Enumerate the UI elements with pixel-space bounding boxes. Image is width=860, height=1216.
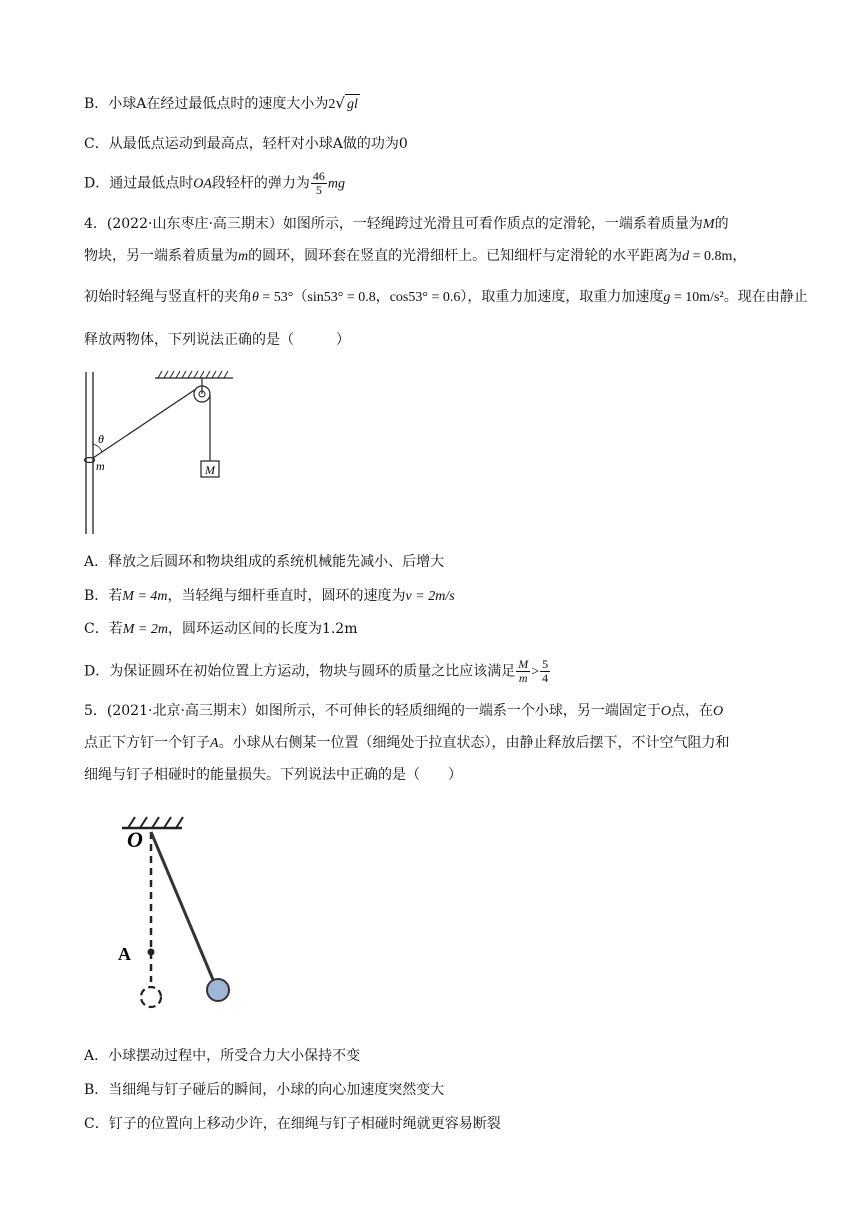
q4-pulley-figure xyxy=(80,362,240,542)
q4-stem-line-4: 释放两物体，下列说法正确的是（ ） xyxy=(84,332,350,348)
q4-stem-line-2: 物块，另一端系着质量为m的圆环，圆环套在竖直的光滑细杆上。已知细杆与定滑轮的水平距离为d = 0.8m， xyxy=(84,248,747,264)
q5-pendulum-figure xyxy=(110,810,250,1015)
q4-option-c: C．若M = 2m，圆环运动区间的长度为1.2m xyxy=(84,621,358,637)
q3-option-c: C．从最低点运动到最高点，轻杆对小球A做的功为0 xyxy=(84,136,408,152)
q3-option-d: D．通过最低点时OA段轻杆的弹力为 $\frac{46}{5}$ mg xyxy=(84,169,346,197)
q4-option-a: A．释放之后圆环和物块组成的系统机械能先减小、后增大 xyxy=(84,554,445,570)
q5-option-a: A．小球摆动过程中，所受合力大小保持不变 xyxy=(84,1048,361,1064)
q3-option-b: B．小球A在经过最低点时的速度大小为2√ gl xyxy=(84,93,360,115)
q4-stem-line-3: 初始时轻绳与竖直杆的夹角θ = 53°（sin53° = 0.8，cos53° = 0.6），取重力加速度，取重力加速度g = 10m/s²。现在由静止 xyxy=(84,289,808,305)
q4-option-b: B．若M = 4m，当轻绳与细杆垂直时，圆环的速度为v = 2m/s xyxy=(84,588,455,604)
fig-label-theta: θ xyxy=(98,432,104,446)
q4-ratio-value: $\frac{5}{4}$ xyxy=(542,657,549,685)
fig-label-O: O xyxy=(127,827,143,852)
q4-mass-ratio: $\frac{M}{m}$ xyxy=(518,657,529,685)
q5-stem-line-3: 细绳与钉子相碰时的能量损失。下列说法中正确的是（ ） xyxy=(84,767,462,783)
q5-option-b: B．当细绳与钉子碰后的瞬间，小球的向心加速度突然变大 xyxy=(84,1082,445,1098)
fig-label-A: A xyxy=(118,944,131,964)
q3-fraction: $\frac{46}{5}$ xyxy=(312,169,325,197)
q5-stem-line-1: 5．(2021·北京·高三期末）如图所示，不可伸长的轻质细绳的一端系一个小球，另一端固定于O点，在O xyxy=(84,703,724,719)
q4-option-d: D．为保证圆环在初始位置上方运动，物块与圆环的质量之比应该满足 $\frac{M}{m}$ > $\frac{5}{4}$ xyxy=(84,657,549,685)
q5-stem-line-2: 点正下方钉一个钉子A。小球从右侧某一位置（细绳处于拉直状态），由静止释放后摆下，不计空气阻力和 xyxy=(84,735,730,751)
fig-label-M: M xyxy=(205,463,215,477)
fig-label-m: m xyxy=(96,459,105,473)
gravity-label: ，取重力加速度 xyxy=(565,289,664,305)
q5-option-c: C．钉子的位置向上移动少许，在细绳与钉子相碰时绳就更容易断裂 xyxy=(84,1116,501,1132)
q4-stem-line-1: 4．(2022·山东枣庄·高三期末）如图所示，一轻绳跨过光滑且可看作质点的定滑轮，一端系着质量为M的 xyxy=(84,216,729,232)
